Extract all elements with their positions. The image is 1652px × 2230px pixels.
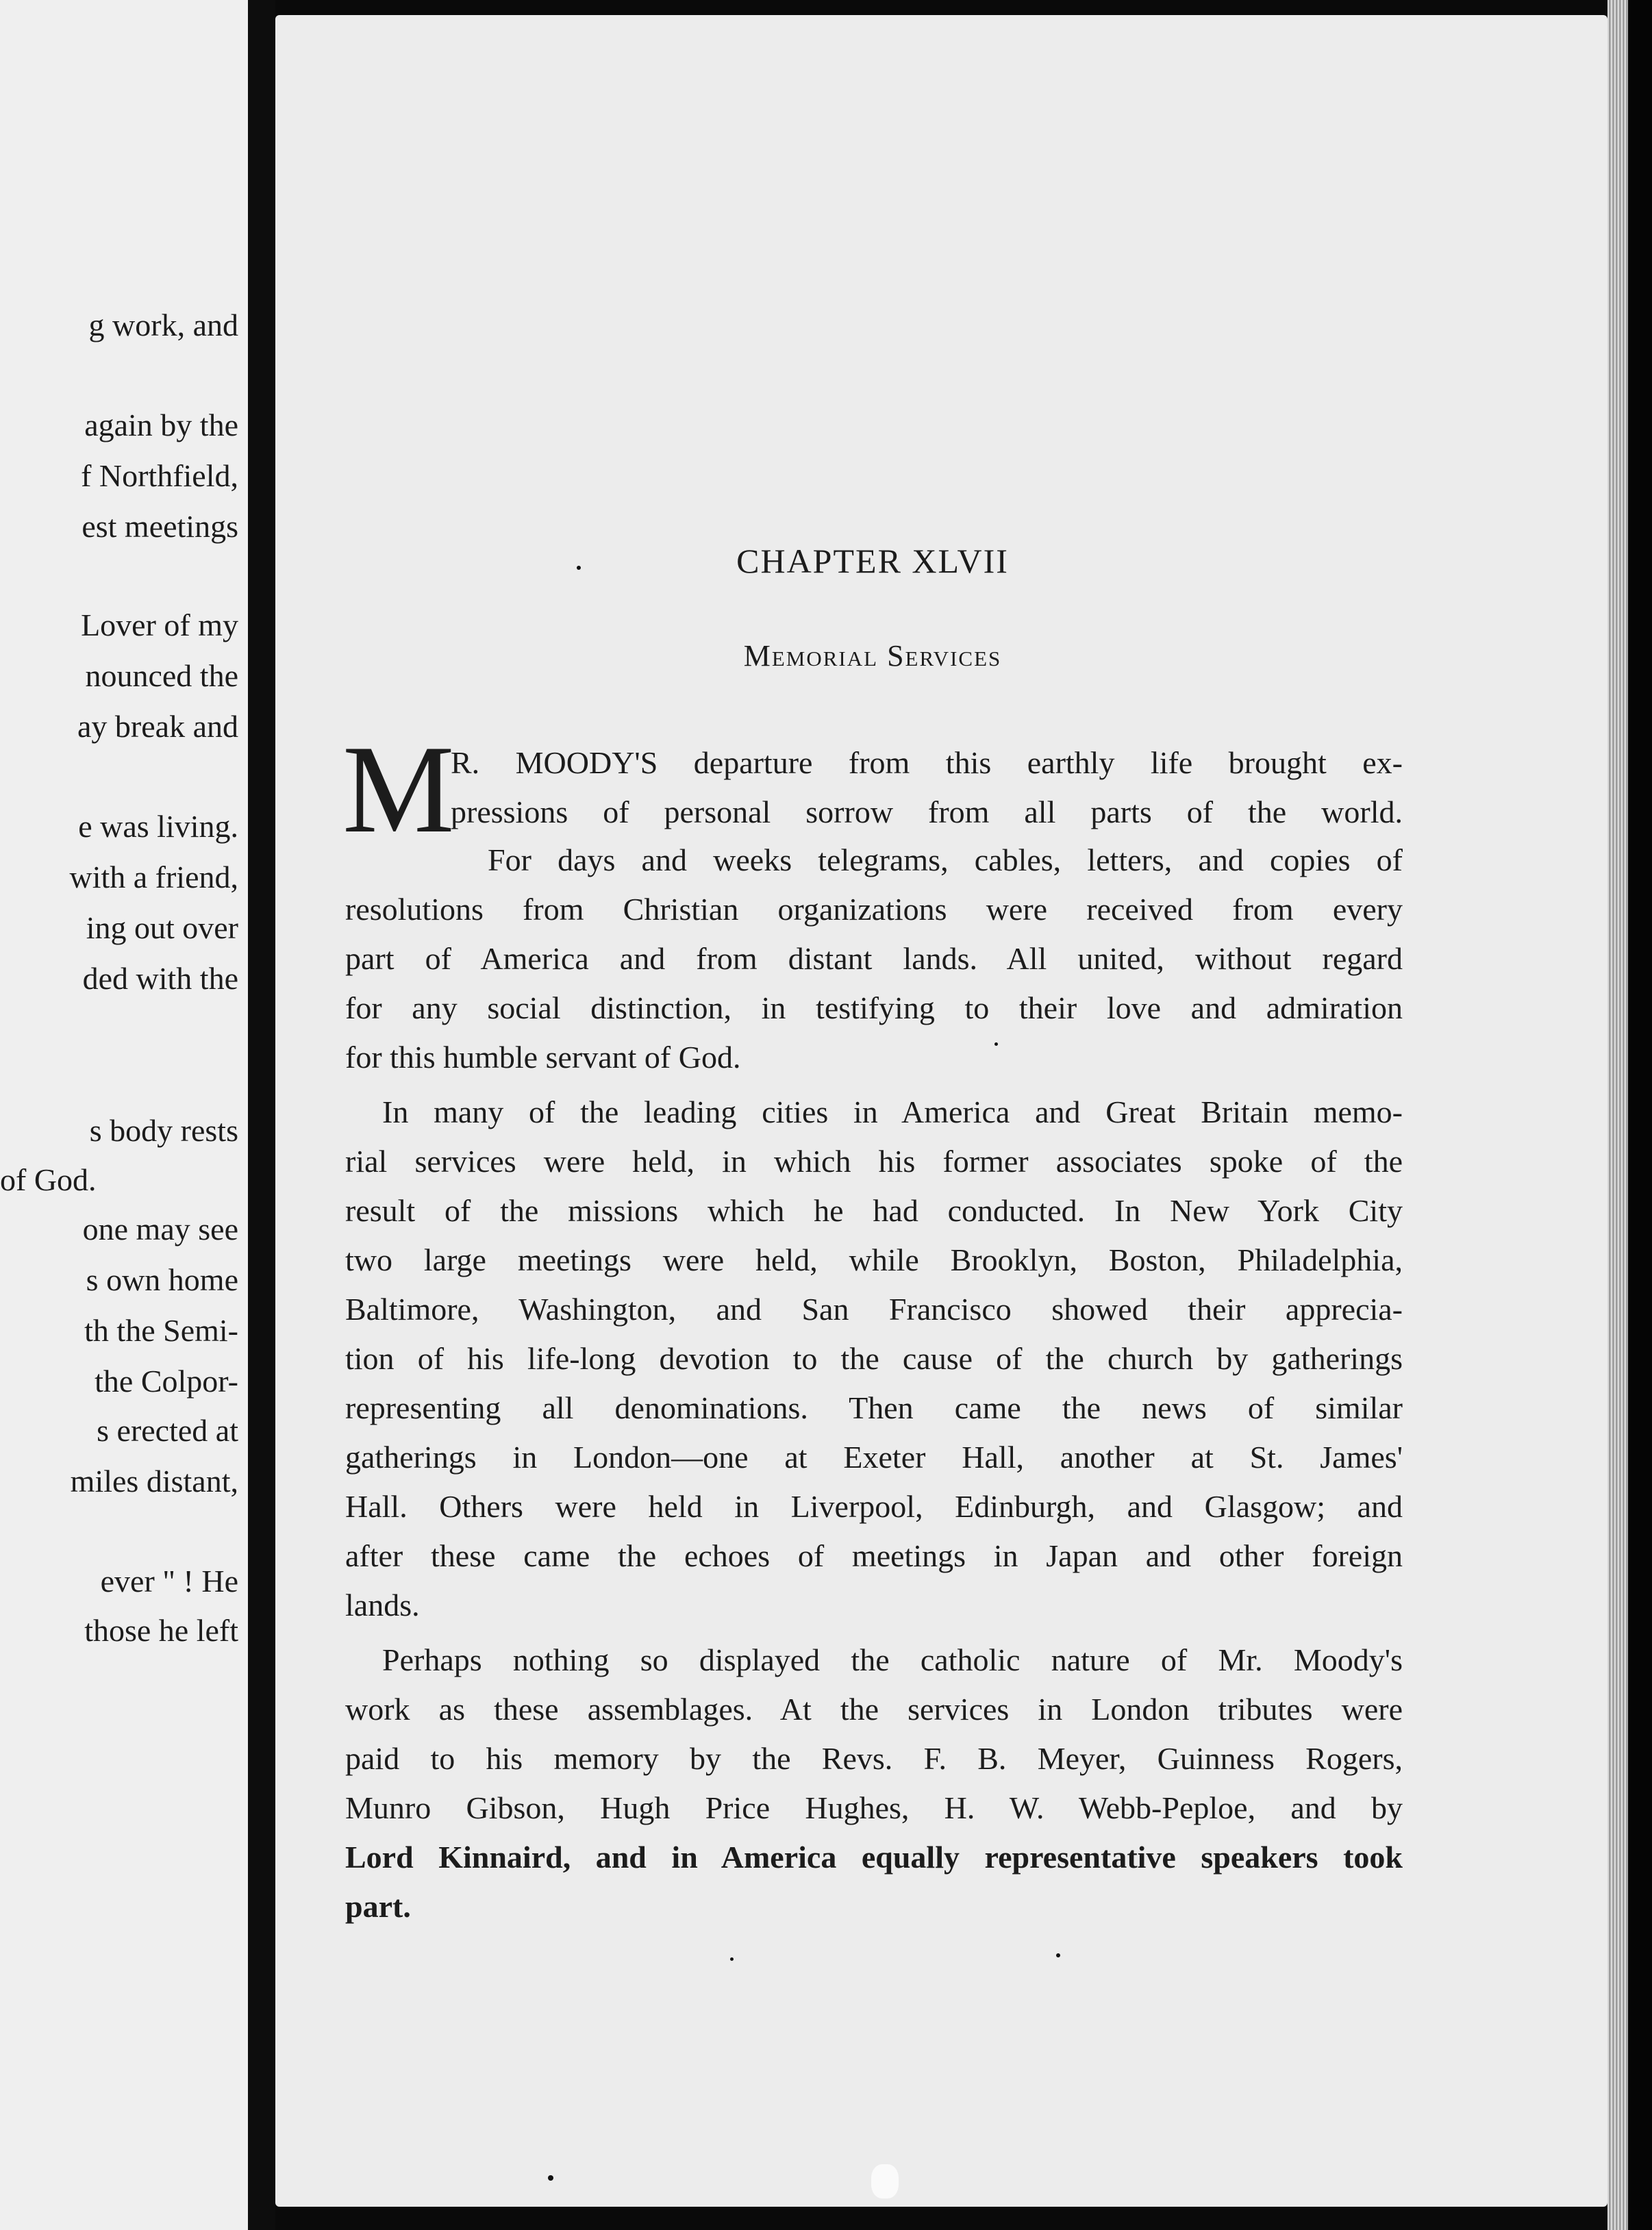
left-page-line: e was living. xyxy=(78,809,238,844)
paragraph-line: after these came the echoes of meetings in Japan and other foreign xyxy=(345,1538,1403,1573)
paragraph-line: pressions of personal sorrow from all parts of the world. xyxy=(451,794,1403,829)
left-page-line: miles distant, xyxy=(70,1464,238,1499)
paragraph-line: result of the missions which he had conducted. In New York City xyxy=(345,1193,1403,1228)
scan-speck xyxy=(730,1957,734,1961)
left-page-line: est meetings xyxy=(82,509,238,544)
left-page-line: the Colpor- xyxy=(95,1364,238,1399)
scan-border xyxy=(1628,0,1652,2230)
left-page-line: those he left xyxy=(84,1613,238,1648)
left-page-line: ded with the xyxy=(82,961,238,996)
paragraph-line: Hall. Others were held in Liverpool, Edinburgh, and Glasgow; and xyxy=(345,1489,1403,1524)
left-page-line: s own home xyxy=(86,1262,238,1297)
paragraph-line: for this humble servant of God. xyxy=(345,1040,741,1075)
paragraph-line: R. MOODY'S departure from this earthly life brought ex- xyxy=(451,745,1403,780)
chapter-title: CHAPTER XLVII xyxy=(736,542,1009,580)
paragraph-line: In many of the leading cities in America and Great Britain memo- xyxy=(382,1094,1403,1129)
paragraph-line: part of America and from distant lands. All united, without regard xyxy=(345,941,1403,976)
paragraph-line: representing all denominations. Then came the news of similar xyxy=(345,1390,1403,1425)
paragraph-line: rial services were held, in which his former associates spoke of the xyxy=(345,1144,1403,1179)
left-page-line: g work, and xyxy=(88,308,238,342)
paragraph-line: Lord Kinnaird, and in America equally representative speakers took xyxy=(345,1840,1403,1875)
scan-speck xyxy=(994,1042,998,1046)
paragraph-line: two large meetings were held, while Brooklyn, Boston, Philadelphia, xyxy=(345,1242,1403,1277)
left-page-line: one may see xyxy=(82,1212,238,1246)
paragraph-line: paid to his memory by the Revs. F. B. Meyer, Guinness Rogers, xyxy=(345,1741,1403,1776)
paragraph-line: gatherings in London—one at Exeter Hall, another at St. James' xyxy=(345,1440,1403,1475)
section-title: Memorial Services xyxy=(743,639,1002,673)
paragraph-line: tion of his life-long devotion to the cause of the church by gatherings xyxy=(345,1341,1403,1376)
left-page xyxy=(0,0,248,2230)
left-page-line: ay break and xyxy=(77,709,238,744)
paragraph-line: lands. xyxy=(345,1588,420,1623)
paragraph-line: work as these assemblages. At the services in London tributes were xyxy=(345,1692,1403,1727)
left-page-line: f Northfield, xyxy=(81,458,238,493)
left-page-line: th the Semi- xyxy=(84,1313,238,1348)
scan-speck xyxy=(548,2175,553,2181)
page-edge xyxy=(1607,0,1628,2230)
paragraph-line: for any social distinction, in testifying to their love and admiration xyxy=(345,990,1403,1025)
left-page-line: nounced the xyxy=(85,658,238,693)
paragraph-line: Perhaps nothing so displayed the catholic nature of Mr. Moody's xyxy=(382,1642,1403,1677)
paragraph-line: part. xyxy=(345,1889,411,1924)
left-page-line: ever " ! He xyxy=(100,1564,238,1599)
scan-speck xyxy=(1056,1953,1060,1957)
paragraph-line: Munro Gibson, Hugh Price Hughes, H. W. Webb-Peploe, and by xyxy=(345,1790,1403,1825)
left-page-line: s erected at xyxy=(97,1413,238,1448)
left-page-line: with a friend, xyxy=(69,860,238,894)
left-page-line: of God. xyxy=(0,1162,97,1197)
left-page-line: again by the xyxy=(84,408,238,442)
paragraph-line: resolutions from Christian organizations were received from every xyxy=(345,892,1403,927)
left-page-line: Lover of my xyxy=(81,607,238,642)
scan-speck xyxy=(577,566,581,570)
paragraph-line: Baltimore, Washington, and San Francisco showed their apprecia- xyxy=(345,1292,1403,1327)
left-page-line: ing out over xyxy=(86,910,238,945)
left-page-line: s body rests xyxy=(89,1113,238,1148)
paragraph-line: For days and weeks telegrams, cables, letters, and copies of xyxy=(488,842,1403,877)
scan-blot xyxy=(871,2164,899,2198)
book-gutter xyxy=(248,0,275,2230)
drop-cap: M xyxy=(342,719,455,859)
